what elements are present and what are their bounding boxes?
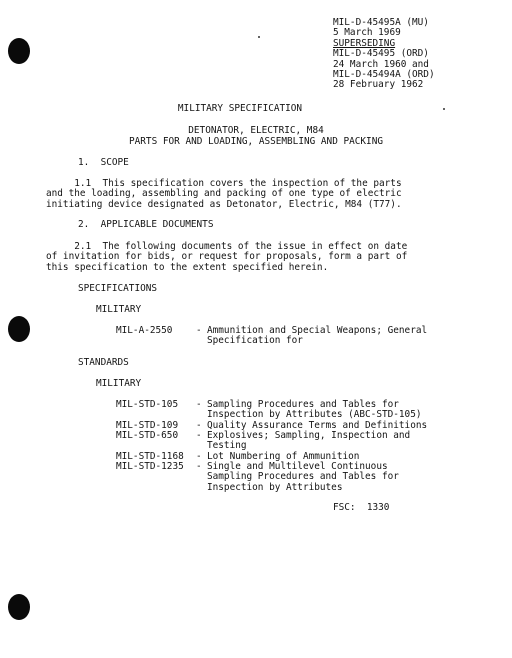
desc-line: Sampling Procedures and Tables for <box>207 471 399 483</box>
doc-number: MIL-STD-1235 <box>116 461 184 472</box>
desc-line: Single and Multilevel Continuous <box>207 461 388 472</box>
scope-paragraph <box>46 179 466 210</box>
punch-hole-top <box>8 38 30 64</box>
document-title: MILITARY SPECIFICATION <box>177 103 303 114</box>
document-subtitle: DETONATOR, ELECTRIC, M84 <box>188 125 324 136</box>
doc-description <box>207 462 399 493</box>
desc-line: Inspection by Attributes <box>207 481 343 493</box>
paragraph-line: 2.1 The following documents of the issue in effect on date <box>46 241 408 252</box>
ref-line: SUPERSEDING <box>333 37 396 49</box>
desc-line: Quality Assurance Terms and Definitions <box>207 420 428 431</box>
ref-line: MIL-D-45494A (ORD) <box>333 69 435 81</box>
military-subheading: MILITARY <box>96 378 142 389</box>
fsc-code: FSC: 1330 <box>333 502 390 513</box>
std-row <box>116 462 399 493</box>
applicable-documents-paragraph <box>46 242 466 273</box>
spec-row <box>116 326 427 347</box>
std-row <box>116 400 421 421</box>
doc-description <box>207 431 410 452</box>
paragraph-line: and the loading, assembling and packing of one type of electric <box>46 188 402 200</box>
desc-line: Inspection by Attributes (ABC-STD-105) <box>207 409 422 421</box>
desc-line: Explosives; Sampling, Inspection and <box>207 430 411 441</box>
std-row <box>116 431 410 452</box>
doc-description <box>207 326 427 347</box>
military-subheading: MILITARY <box>96 304 142 315</box>
desc-line: Testing <box>207 440 247 452</box>
doc-number: MIL-STD-105 <box>116 399 179 410</box>
scan-speck <box>258 36 260 38</box>
dash: - <box>196 461 202 472</box>
desc-line: Ammunition and Special Weapons; General <box>207 325 428 336</box>
ref-line: MIL-D-45495 (ORD) <box>333 48 429 60</box>
paragraph-line: 1.1 This specification covers the inspection of the parts <box>46 178 402 189</box>
ref-line: 28 February 1962 <box>333 79 424 91</box>
ref-line: 5 March 1969 <box>333 27 401 39</box>
dash: - <box>196 325 202 336</box>
paragraph-line: initiating device designated as Detonator, Electric, M84 (T77). <box>46 198 402 210</box>
desc-line: Specification for <box>207 335 303 347</box>
specifications-heading: SPECIFICATIONS <box>78 283 158 294</box>
dash: - <box>196 399 202 410</box>
dash: - <box>196 451 202 462</box>
doc-number: MIL-A-2550 <box>116 325 173 336</box>
ref-line: 24 March 1960 and <box>333 58 429 70</box>
ref-line: MIL-D-45495A (MU) <box>333 17 429 28</box>
paragraph-line: this specification to the extent specified herein. <box>46 261 329 273</box>
doc-description <box>207 400 421 421</box>
punch-hole-middle <box>8 316 30 342</box>
standards-heading: STANDARDS <box>78 357 129 368</box>
dash: - <box>196 420 202 431</box>
section-heading: 2. APPLICABLE DOCUMENTS <box>78 219 214 230</box>
document-reference-block <box>333 18 435 91</box>
document-subtitle: PARTS FOR AND LOADING, ASSEMBLING AND PACKING <box>129 136 383 147</box>
doc-number: MIL-STD-1168 <box>116 451 184 462</box>
section-heading: 1. SCOPE <box>78 157 129 168</box>
desc-line: Lot Numbering of Ammunition <box>207 451 360 462</box>
doc-number: MIL-STD-109 <box>116 420 179 431</box>
punch-hole-bottom <box>8 594 30 620</box>
doc-number: MIL-STD-650 <box>116 430 179 441</box>
paragraph-line: of invitation for bids, or request for proposals, form a part of <box>46 251 408 263</box>
desc-line: Sampling Procedures and Tables for <box>207 399 399 410</box>
dash: - <box>196 430 202 441</box>
